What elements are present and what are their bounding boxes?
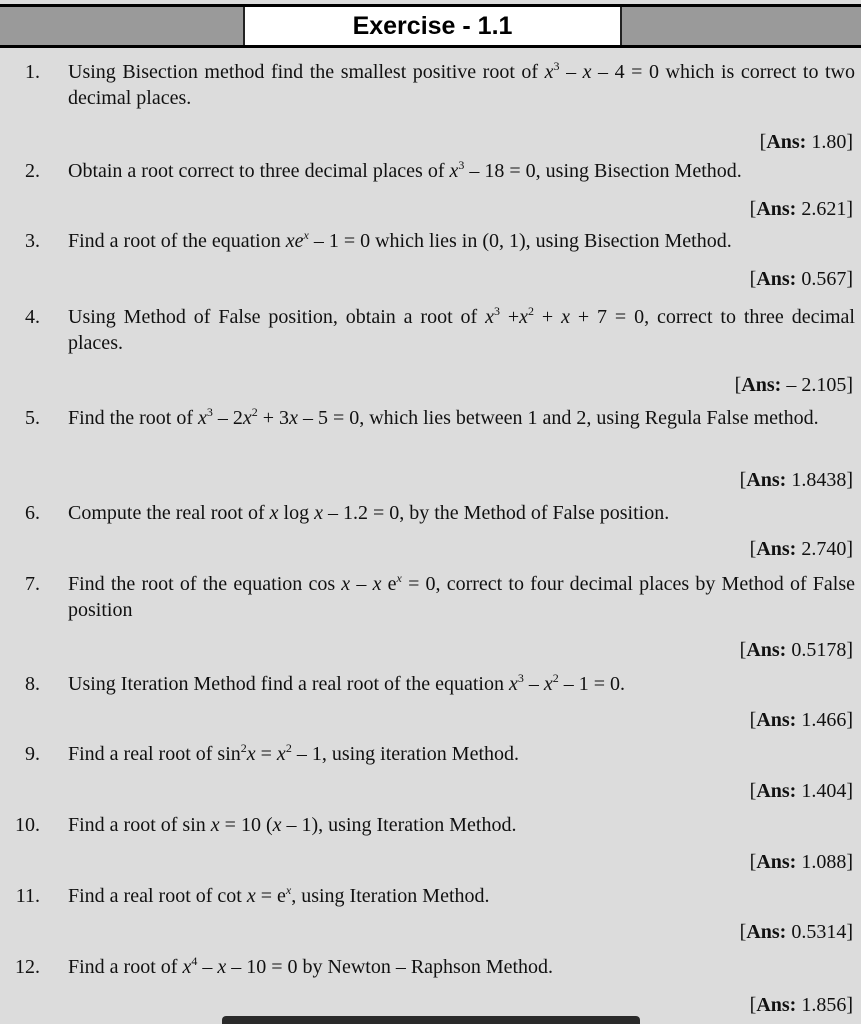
- question-text: Find a root of the equation $xe^x - 1 = 0$ which lies in (0, 1), using Bisection Method.: [68, 228, 732, 252]
- answer: [Ans: – 2.105]: [734, 374, 853, 396]
- question-text: Find the root of $x^3 - 2x^2 + 3x - 5 = 0$, which lies between 1 and 2, using Regula False method.: [68, 405, 819, 429]
- answer: [Ans: 1.466]: [749, 709, 853, 731]
- question-text: Using Bisection method find the smallest positive root of $x^3 - x - 4 = 0$ which is correct to two decimal places.: [68, 59, 855, 109]
- answer: [Ans: 0.5178]: [739, 639, 853, 661]
- question-number: 2.: [25, 160, 40, 182]
- question-text: Find a root of $x^4 - x - 10 = 0$ by Newton – Raphson Method.: [68, 954, 554, 978]
- question-number: 11.: [15, 885, 40, 907]
- question-number: 5.: [25, 407, 40, 429]
- exercise-title: Exercise - 1.1: [243, 7, 622, 45]
- question-text: Find a root of sin x = 10 (x – 1), using Iteration Method.: [68, 814, 517, 836]
- answer: [Ans: 1.088]: [749, 851, 853, 873]
- answer: [Ans: 0.5314]: [739, 921, 853, 943]
- question-text: Find the root of the equation cos x – x $e^x = 0$, correct to four decimal places by Method of False position: [68, 571, 856, 621]
- scroll-handle[interactable]: [222, 1016, 640, 1024]
- question-number: 3.: [25, 230, 40, 252]
- question-text: Using Iteration Method find a real root of the equation $x^3 - x^2 - 1 = 0$.: [68, 671, 626, 695]
- question-number: 8.: [25, 673, 40, 695]
- answer: [Ans: 1.404]: [749, 780, 853, 802]
- answer: [Ans: 2.621]: [749, 198, 853, 220]
- question-number: 1.: [25, 61, 40, 83]
- question-text: Using Method of False position, obtain a root of $x^3 +x^2 + x + 7 = 0$, correct to three decimal places.: [68, 304, 855, 354]
- question-number: 4.: [25, 306, 40, 328]
- question-text: Find a real root of $\sin^2x = x^2 - 1$, using iteration Method.: [68, 741, 520, 765]
- answer: [Ans: 1.856]: [749, 994, 853, 1016]
- question-number: 9.: [25, 743, 40, 765]
- title-bar: [0, 7, 861, 48]
- answer: [Ans: 1.80]: [759, 131, 853, 153]
- question-number: 7.: [25, 573, 40, 595]
- answer: [Ans: 1.8438]: [739, 469, 853, 491]
- question-text: Compute the real root of x log x – 1.2 = 0, by the Method of False position.: [68, 502, 670, 524]
- question-number: 12.: [15, 956, 40, 978]
- question-text: Obtain a root correct to three decimal places of $x^3 - 18 = 0$, using Bisection Method.: [68, 158, 742, 182]
- answer: [Ans: 2.740]: [749, 538, 853, 560]
- question-number: 6.: [25, 502, 40, 524]
- question-text: Find a real root of $\cot x = e^x$, using Iteration Method.: [68, 883, 490, 907]
- answer: [Ans: 0.567]: [749, 268, 853, 290]
- question-number: 10.: [15, 814, 40, 836]
